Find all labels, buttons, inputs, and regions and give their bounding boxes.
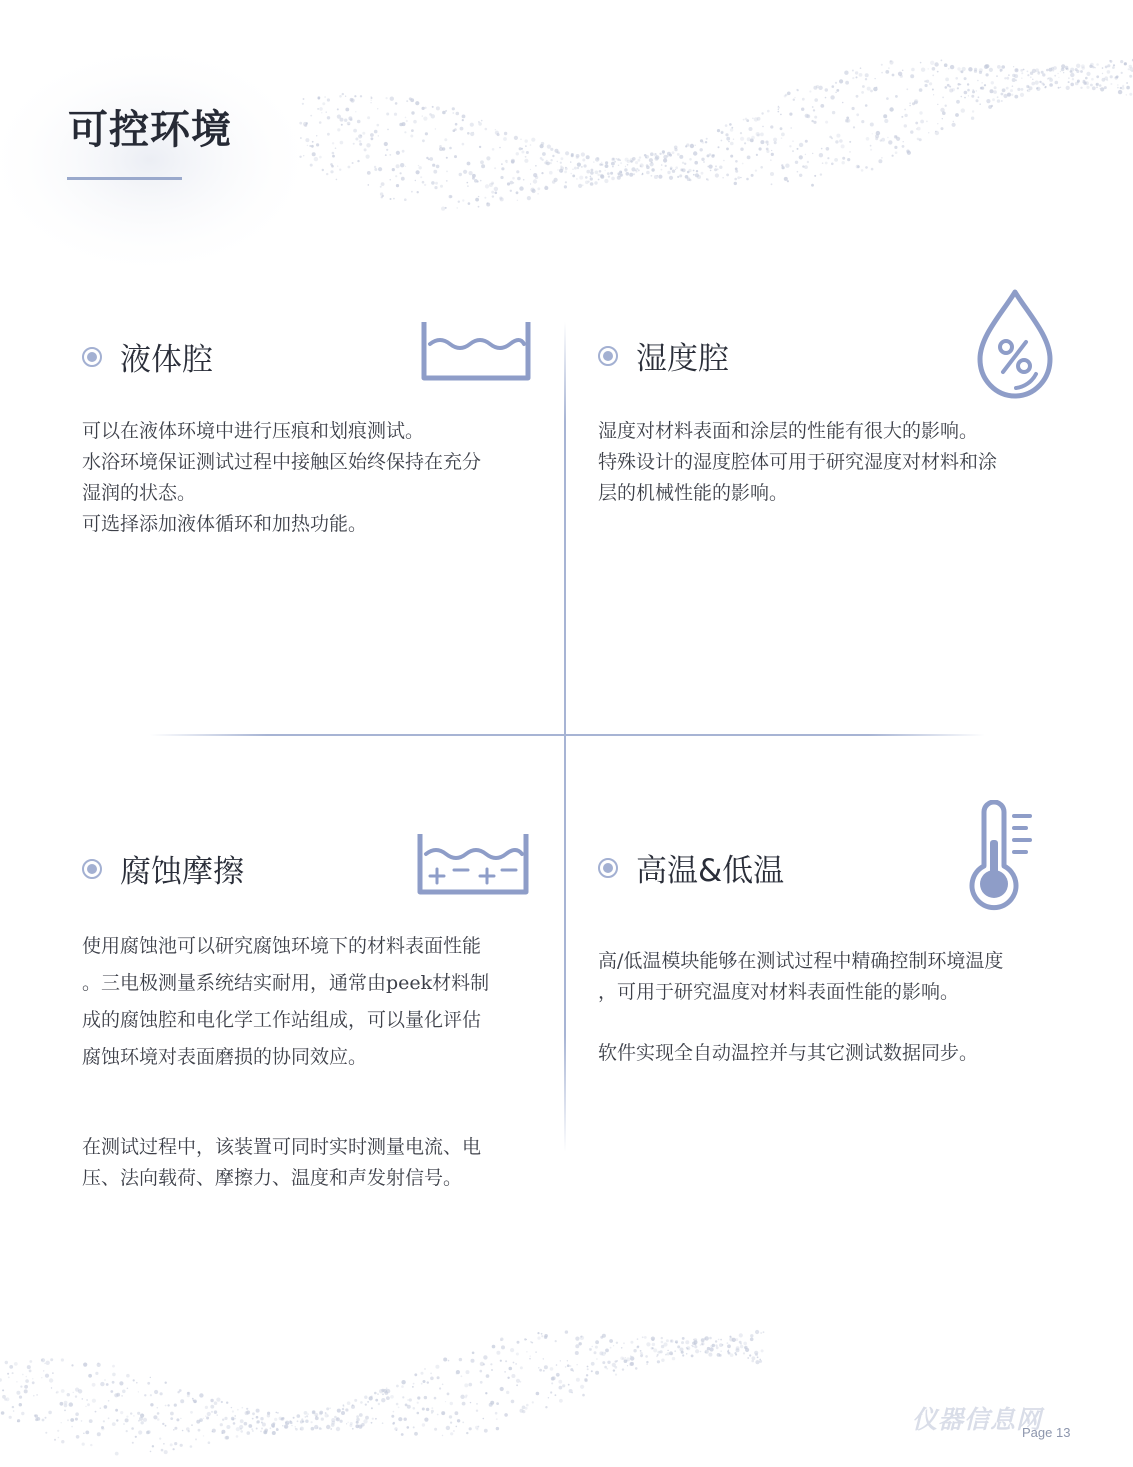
temperature-description [598,946,1003,1008]
temperature-title: 高温&低温 [636,853,785,889]
section-humidity-chamber [598,333,729,378]
liquid-title: 液体腔 [120,342,213,378]
temperature-line: ，可用于研究温度对材料表面性能的影响。 [598,981,960,1003]
title-underline [67,177,182,180]
corrosion-line: 压、法向载荷、摩擦力、温度和声发射信号。 [82,1167,463,1189]
corrosion-line: 在测试过程中，该装置可同时实时测量电流、电 [82,1136,482,1158]
humidity-drop-icon [970,286,1060,404]
thermometer-icon [958,800,1040,916]
humidity-title: 湿度腔 [636,341,729,377]
corrosion-cell-icon [414,830,534,898]
watermark-logo: 仪器信息网 [912,1405,1043,1434]
liquid-line: 湿润的状态。 [82,482,197,504]
page-number: Page 13 [1022,1425,1071,1440]
temperature-description-2 [598,1038,978,1069]
liquid-line: 可以在液体环境中进行压痕和划痕测试。 [82,420,425,442]
corrosion-line: 成的腐蚀腔和电化学工作站组成，可以量化评估 [82,1009,482,1031]
vertical-divider [564,322,566,1152]
humidity-line: 层的机械性能的影响。 [598,482,789,504]
temperature-line: 高/低温模块能够在测试过程中精确控制环境温度 [598,950,1004,972]
corrosion-line: 。三电极测量系统结实耐用，通常由peek材料制 [82,972,490,994]
corrosion-heading [82,846,244,891]
humidity-line: 特殊设计的湿度腔体可用于研究湿度对材料和涂 [598,451,998,473]
liquid-line: 水浴环境保证测试过程中接触区始终保持在充分 [82,451,482,473]
horizontal-divider [150,734,985,736]
liquid-bath-icon [418,318,534,384]
temperature-heading [598,845,784,890]
bullet-icon [598,346,618,366]
corrosion-line: 使用腐蚀池可以研究腐蚀环境下的材料表面性能 [82,935,482,957]
liquid-heading [82,334,213,379]
bullet-icon [82,347,102,367]
humidity-description [598,416,997,509]
bullet-icon [598,858,618,878]
humidity-line: 湿度对材料表面和涂层的性能有很大的影响。 [598,420,979,442]
corrosion-title: 腐蚀摩擦 [120,854,244,890]
humidity-heading [598,333,729,378]
bullet-icon [82,859,102,879]
corrosion-line: 腐蚀环境对表面磨损的协同效应。 [82,1046,368,1068]
section-corrosion-friction [82,846,244,891]
liquid-description [82,416,481,540]
temperature-line: 软件实现全自动温控并与其它测试数据同步。 [598,1042,979,1064]
corrosion-description [82,928,489,1076]
corrosion-description-2 [82,1132,481,1194]
section-temperature [598,845,784,890]
liquid-line: 可选择添加液体循环和加热功能。 [82,513,368,535]
section-liquid-chamber [82,334,213,379]
page-title: 可控环境 [68,107,232,153]
